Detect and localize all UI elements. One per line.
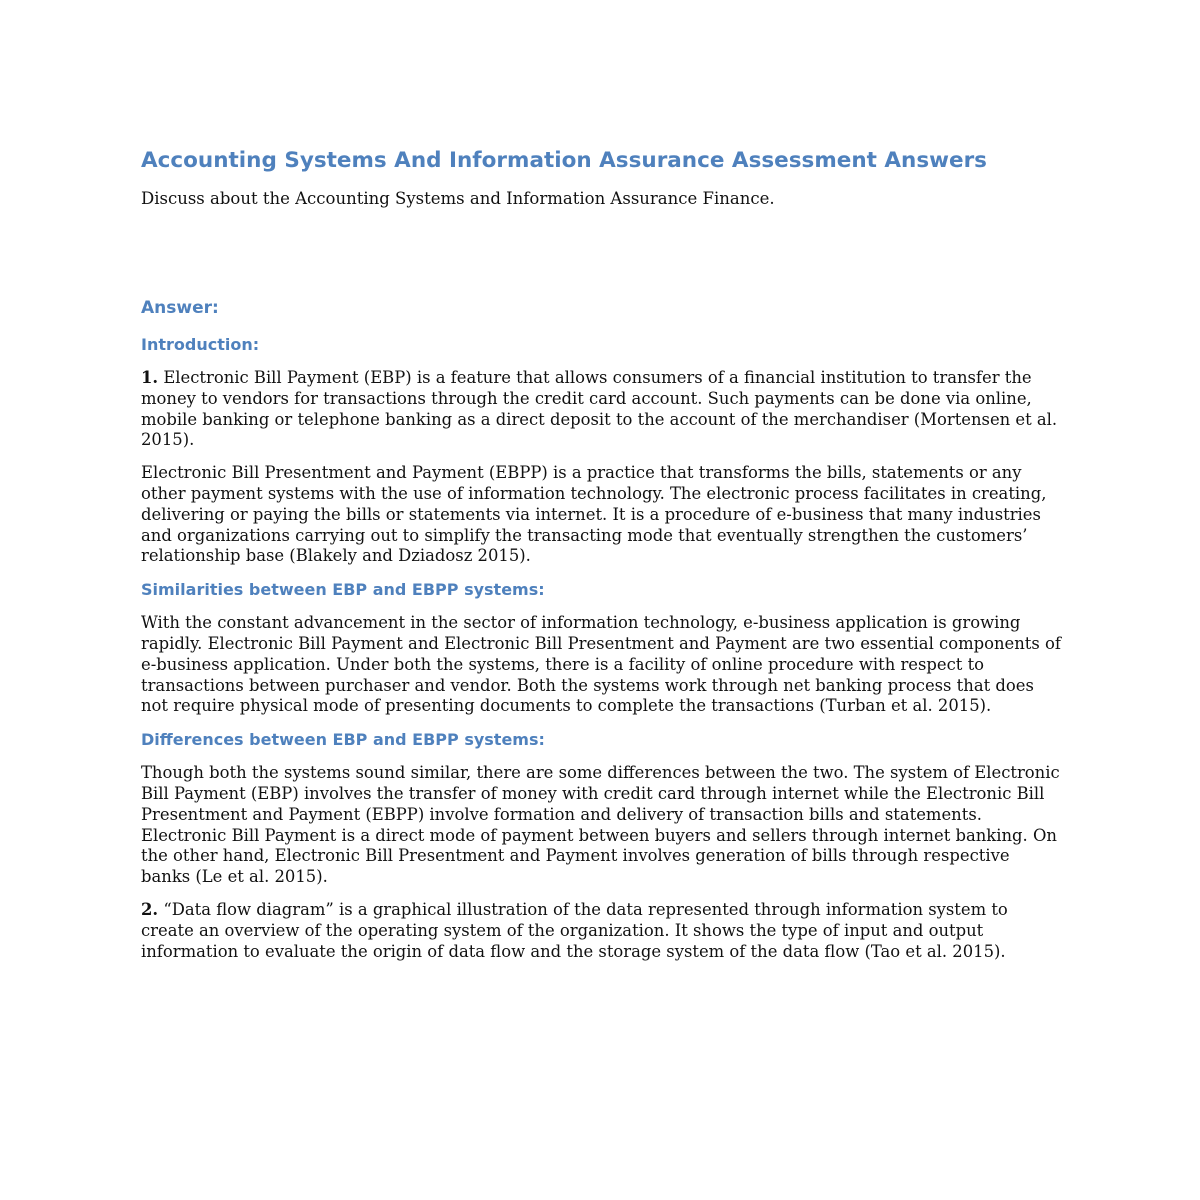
question-text: Discuss about the Accounting Systems and Information Assurance Finance. (141, 189, 775, 208)
paragraph-data-flow (141, 900, 1061, 962)
answer-body (141, 334, 1061, 974)
answer-heading: Answer: (141, 298, 219, 318)
introduction-heading: Introduction: (141, 335, 260, 354)
paragraph-differences: Though both the systems sound similar, there are some differences between the two. The system of Electronic Bill Payment (EBP) involves the transfer of money with credit card through internet while the Electronic Bill Presentment and Payment (EBPP) involve formation and delivery of transaction bills and statements. Electronic Bill Payment is a direct mode of payment between buyers and sellers through internet banking. On the other hand, Electronic Bill Presentment and Payment involves generation of bills through respective banks (Le et al. 2015). (141, 763, 1060, 887)
paragraph-similarities: With the constant advancement in the sector of information technology, e-business application is growing rapidly. Electronic Bill Payment and Electronic Bill Presentment and Payment are two essential components of e-business application. Under both the systems, there is a facility of online procedure with respect to transactions between purchaser and vendor. Both the systems work through net banking process that does not require physical mode of presenting documents to complete the transactions (Turban et al. 2015). (141, 613, 1061, 716)
paragraph-ebp (141, 368, 1061, 451)
document-page (141, 146, 1061, 961)
paragraph-text: Electronic Bill Payment (EBP) is a feature that allows consumers of a financial institution to transfer the money to vendors for transactions through the credit card account. Such payments can be done via online, mobile banking or telephone banking as a direct deposit to the account of the merchandiser (Mortensen et al. 2015). (141, 368, 1058, 450)
paragraph-number: 1. (141, 368, 159, 387)
paragraph-text: “Data flow diagram” is a graphical illustration of the data represented through information system to create an overview of the operating system of the organization. It shows the type of input and output information to evaluate the origin of data flow and the storage system of the data flow (Tao et al. 2015). (141, 899, 1008, 961)
differences-heading: Differences between EBP and EBPP systems: (141, 730, 545, 750)
similarities-heading: Similarities between EBP and EBPP systems: (141, 580, 545, 600)
paragraph-number: 2. (141, 899, 159, 919)
page-title: Accounting Systems And Information Assurance Assessment Answers (141, 148, 987, 173)
paragraph-ebpp: Electronic Bill Presentment and Payment (EBPP) is a practice that transforms the bills, statements or any other payment systems with the use of information technology. The electronic process facilitates in creating, delivering or paying the bills or statements via internet. It is a procedure of e-business that many industries and organizations carrying out to simplify the transacting mode that eventually strengthen the customers’ relationship base (Blakely and Dziadosz 2015). (141, 463, 1047, 566)
